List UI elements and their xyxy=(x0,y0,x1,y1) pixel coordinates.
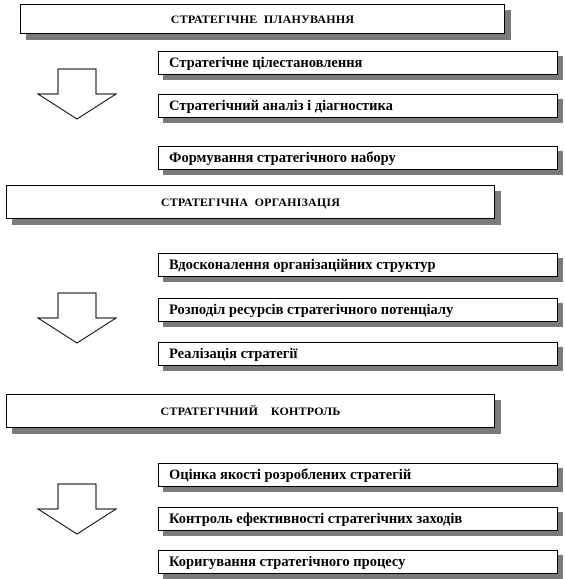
item-goal-setting: Стратегічне цілестановлення xyxy=(158,51,558,75)
section-header-organization: СТРАТЕГІЧНА ОРГАНІЗАЦІЯ xyxy=(6,185,495,219)
item-quality-assessment: Оцінка якості розроблених стратегій xyxy=(158,463,558,487)
item-efficiency-control: Контроль ефективності стратегічних заходів xyxy=(158,507,558,531)
section-header-planning: СТРАТЕГІЧНЕ ПЛАНУВАННЯ xyxy=(20,4,505,34)
item-org-structures: Вдосконалення організаційних структур xyxy=(158,253,558,277)
down-arrow-icon xyxy=(36,483,118,535)
item-process-correction: Коригування стратегічного процесу xyxy=(158,550,558,574)
down-arrow-icon xyxy=(36,292,118,344)
item-strategy-implementation: Реалізація стратегії xyxy=(158,342,558,366)
item-resource-allocation: Розподіл ресурсів стратегічного потенціалу xyxy=(158,298,558,322)
down-arrow-icon xyxy=(36,68,118,120)
item-analysis-diagnostics: Стратегічний аналіз і діагностика xyxy=(158,94,558,118)
section-header-control: СТРАТЕГІЧНИЙ КОНТРОЛЬ xyxy=(6,394,495,428)
item-strategic-set: Формування стратегічного набору xyxy=(158,146,558,170)
